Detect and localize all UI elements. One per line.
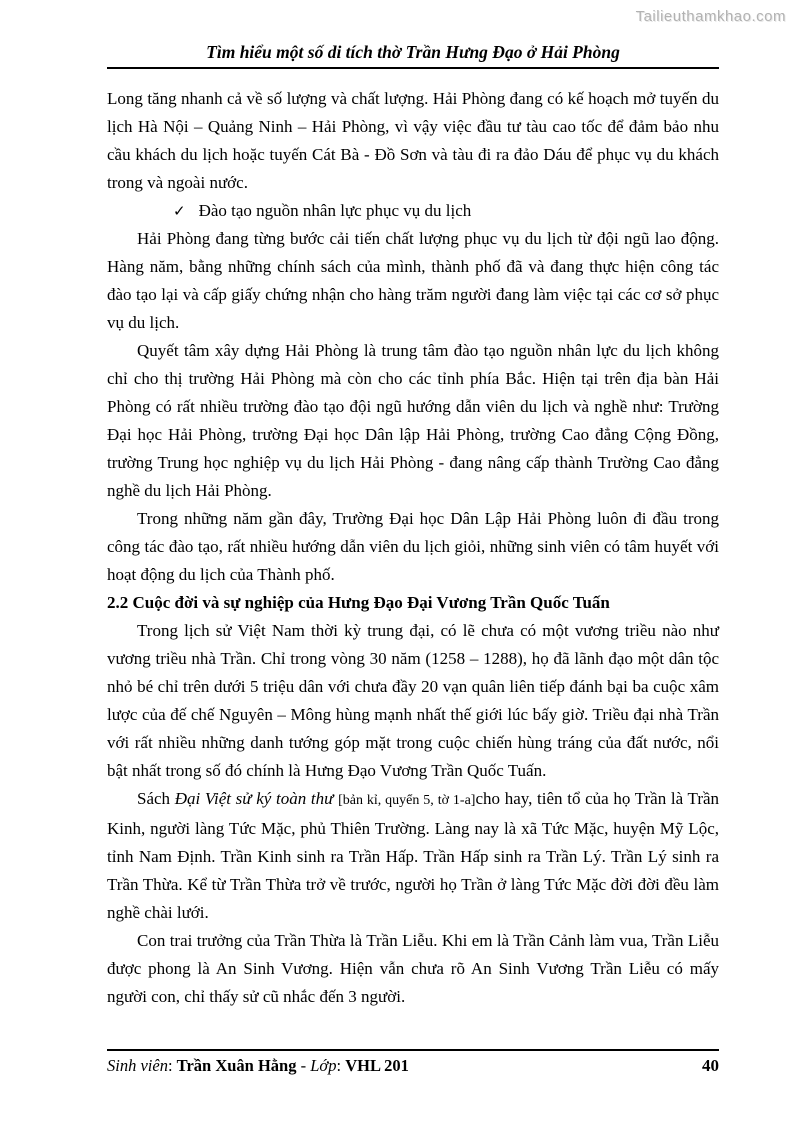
- colon-2: :: [336, 1056, 346, 1075]
- bullet-item-label: Đào tạo nguồn nhân lực phục vụ du lịch: [198, 201, 472, 220]
- footer-student-info: [107, 1056, 409, 1076]
- checkmark-icon: ✓: [173, 202, 186, 220]
- paragraph-workforce-quality: Hải Phòng đang từng bước cải tiến chất lượng phục vụ du lịch từ đội ngũ lao động. Hàng năm, bằng những chính sách của mình, thành phố đã và đang thực hiện công tác đào tạo lại và cấp giấy chứng nhận cho hàng trăm người đang làm việc tại các cơ sở phục vụ du lịch.: [107, 229, 719, 332]
- document-body: [107, 85, 719, 1011]
- paragraph-tourism-growth: Long tăng nhanh cả về số lượng và chất lượng. Hải Phòng đang có kế hoạch mở tuyến du lịch Hà Nội – Quảng Ninh – Hải Phòng, vì vậy việc đầu tư tàu cao tốc để đảm bảo nhu cầu khách du lịch hoặc tuyến Cát Bà - Đồ Sơn và tàu đi ra đảo Dáu để phục vụ du khách trong và ngoài nước.: [107, 89, 719, 192]
- class-value: VHL 201: [345, 1056, 409, 1075]
- page-content: [107, 0, 719, 1011]
- student-label: Sinh viên: [107, 1056, 168, 1075]
- class-label: Lớp: [310, 1056, 337, 1075]
- book-title: Đại Việt sử ký toàn thư: [174, 789, 339, 808]
- paragraph-tran-lieu: Con trai trưởng của Trần Thừa là Trần Liễu. Khi em là Trần Cảnh làm vua, Trần Liễu được phong là An Sinh Vương. Hiện vẫn chưa rõ An Sinh Vương Trần Liễu có mấy người con, chỉ thấy sử cũ nhắc đến 3 người.: [107, 931, 719, 1006]
- student-name: Trần Xuân Hằng: [176, 1056, 297, 1075]
- paragraph-rest-text: cho hay, tiên tổ của họ Trần là Trần Kinh, người làng Tức Mặc, phủ Thiên Trường. Làng nay là xã Tức Mặc, huyện Mỹ Lộc, tỉnh Nam Định. Trần Kinh sinh ra Trần Hấp. Trần Hấp sinh ra Trần Lý. Trần Lý sinh ra Trần Thừa. Kể từ Trần Thừa trở về trước, người họ Trần ở làng Tức Mặc đời đời đều làm nghề chài lưới.: [107, 789, 720, 922]
- paragraph-dan-lap-university: Trong những năm gần đây, Trường Đại học Dân Lập Hải Phòng luôn đi đầu trong công tác đào tạo, rất nhiều hướng dẫn viên du lịch giỏi, những sinh viên có tâm huyết với hoạt động du lịch của Thành phố.: [107, 509, 719, 584]
- running-header: [107, 42, 719, 69]
- watermark: Tailieuthamkhao.com: [635, 8, 786, 25]
- paragraph-tran-dynasty: Trong lịch sử Việt Nam thời kỳ trung đại, có lẽ chưa có một vương triều nào như vương triều nhà Trần. Chỉ trong vòng 30 năm (1258 – 1288), họ đã lãnh đạo một dân tộc nhỏ bé chỉ trên dưới 5 triệu dân với chưa đầy 20 vạn quân liên tiếp đánh bại ba cuộc xâm lược của đế chế Nguyên – Mông hùng mạnh nhất thế giới lúc bấy giờ. Triều đại nhà Trần với rất nhiều những danh tướng góp mặt trong cuộc chiến hùng tráng của đất nước, nổi bật nhất trong số đó chính là Hưng Đạo Vương Trần Quốc Tuấn.: [107, 621, 719, 780]
- paragraph-lead-text: Sách: [137, 789, 175, 808]
- page-title: Tìm hiểu một số di tích thờ Trần Hưng Đạo ở Hải Phòng: [206, 42, 620, 62]
- citation-note: [bản kỉ, quyển 5, tờ 1-a]: [338, 793, 476, 808]
- separator: -: [296, 1056, 311, 1075]
- paragraph-dai-viet-su-ky: [107, 785, 719, 927]
- colon: :: [167, 1056, 177, 1075]
- paragraph-training-center: Quyết tâm xây dựng Hải Phòng là trung tâm đào tạo nguồn nhân lực du lịch không chỉ cho thị trường Hải Phòng mà còn cho các tỉnh phía Bắc. Hiện tại trên địa bàn Hải Phòng có rất nhiều trường đào tạo đội ngũ hướng dẫn viên du lịch và nghề như: Trường Đại học Hải Phòng, trường Đại học Dân lập Hải Phòng, trường Cao đẳng Cộng Đồng, trường Trung học nghiệp vụ du lịch Hải Phòng - đang nâng cấp thành Trường Cao đẳng nghề du lịch Hải Phòng.: [107, 341, 719, 500]
- page-footer: [107, 1049, 719, 1076]
- section-heading-2-2: 2.2 Cuộc đời và sự nghiệp của Hưng Đạo Đại Vương Trần Quốc Tuấn: [107, 593, 610, 612]
- page-number: 40: [702, 1056, 719, 1075]
- bullet-item-training: [107, 197, 719, 225]
